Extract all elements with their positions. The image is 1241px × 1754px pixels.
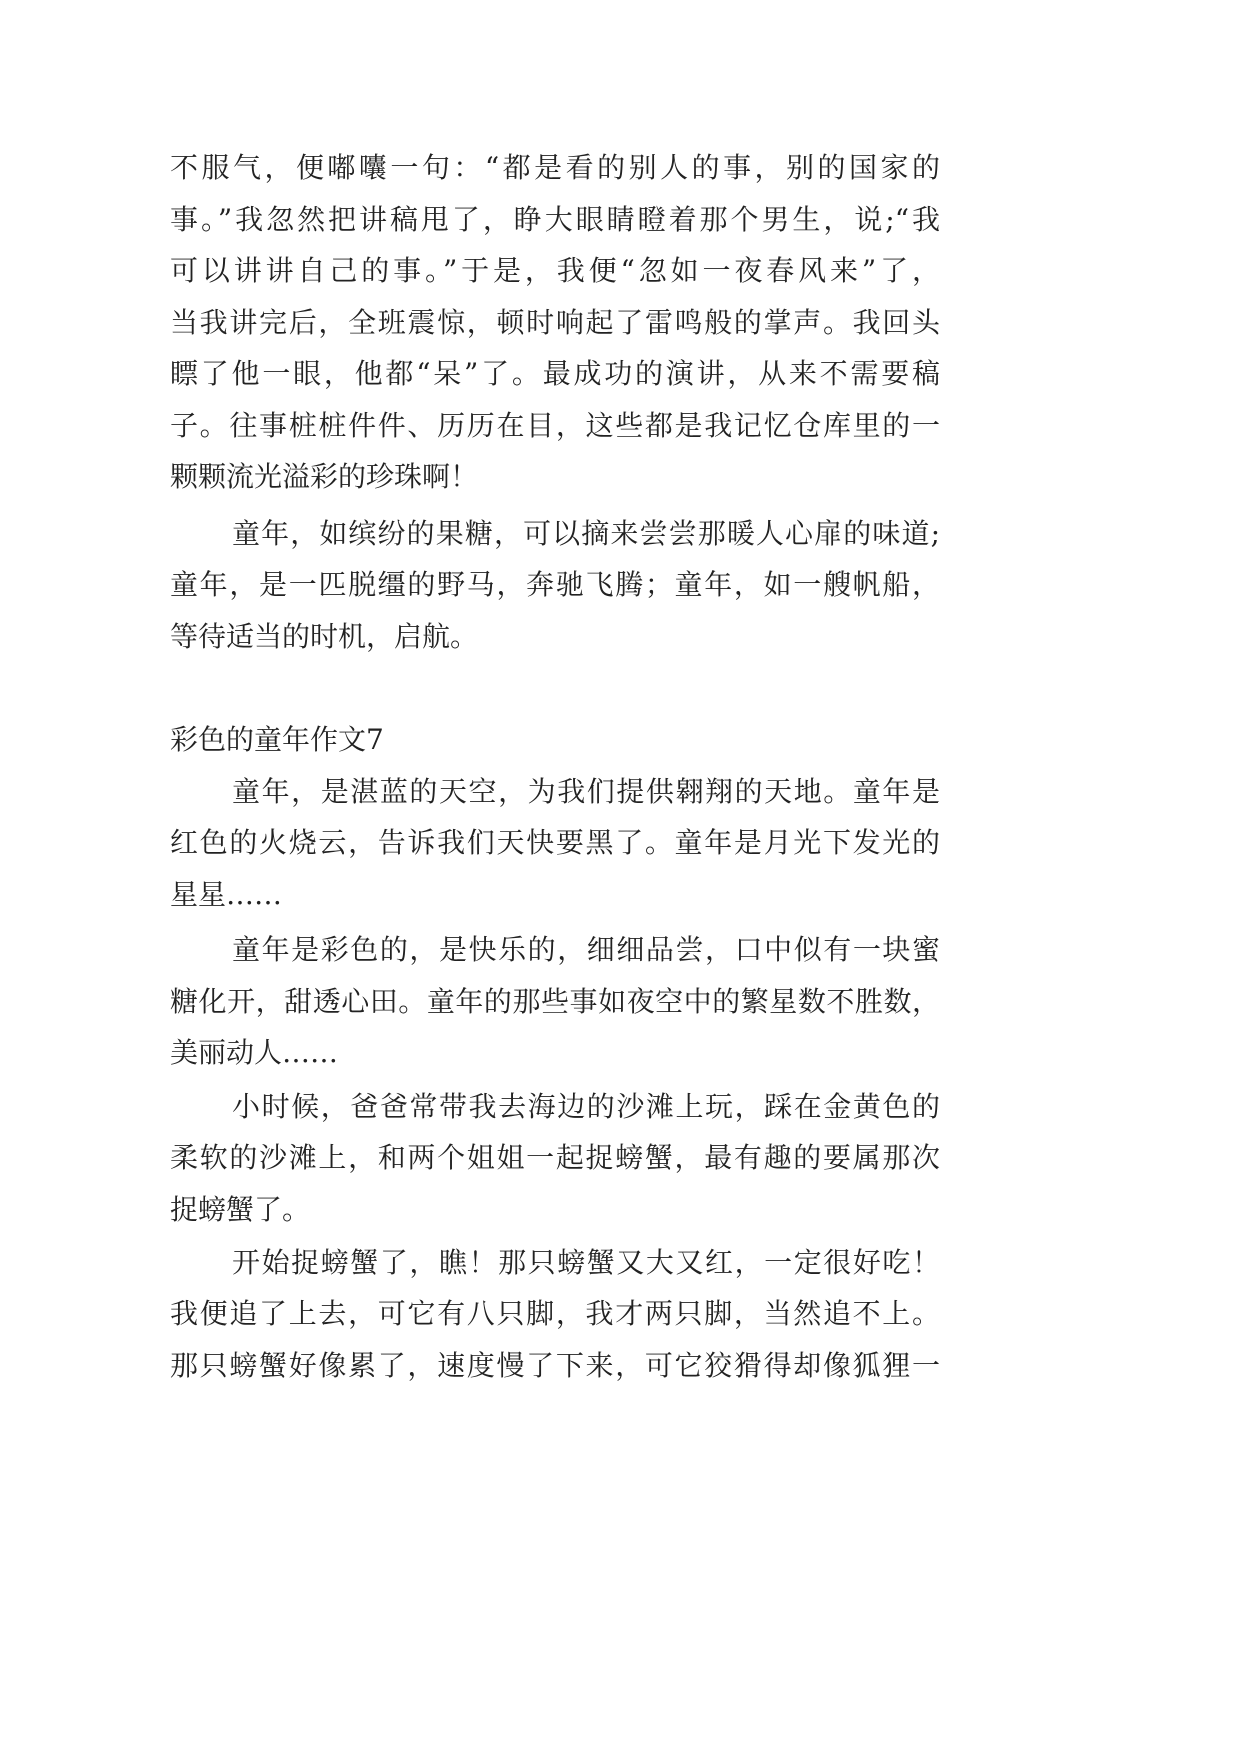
text-line: 童年，如缤纷的果糖，可以摘来尝尝那暖人心扉的味道; (232, 516, 940, 550)
section-heading-block (170, 714, 940, 766)
text-line: 我便追了上去，可它有八只脚，我才两只脚，当然追不上。 (170, 1297, 940, 1330)
paragraph (170, 508, 940, 663)
text-line: 红色的火烧云，告诉我们天快要黑了。童年是月光下发光的 (170, 826, 940, 859)
text-line: 当我讲完后，全班震惊，顿时响起了雷鸣般的掌声。我回头 (170, 305, 940, 339)
paragraph (170, 142, 940, 503)
paragraph (170, 1237, 940, 1392)
text-line: 柔软的沙滩上，和两个姐姐一起捉螃蟹，最有趣的要属那次 (170, 1141, 940, 1174)
text-line: 不服气，便嘟囔一句：“都是看的别人的事，别的国家的 (170, 151, 940, 184)
text-line: 瞟了他一眼，他都“呆”了。最成功的演讲，从来不需要稿 (170, 357, 940, 390)
paragraph (170, 924, 940, 1079)
text-line: 美丽动人…… (170, 1036, 339, 1069)
text-line: 开始捉螃蟹了，瞧！那只螃蟹又大又红，一定很好吃！ (232, 1245, 940, 1279)
section-title: 彩色的童年作文7 (170, 723, 384, 756)
paragraph (170, 1081, 940, 1236)
text-line: 等待适当的时机，启航。 (170, 619, 479, 653)
text-line: 捉螃蟹了。 (170, 1192, 311, 1226)
text-line: 可以讲讲自己的事。”于是，我便“忽如一夜春风来”了， (170, 254, 940, 287)
text-line: 童年，是一匹脱缰的野马，奔驰飞腾；童年，如一艘帆船， (170, 568, 940, 601)
text-line: 童年是彩色的，是快乐的，细细品尝，口中似有一块蜜 (232, 933, 940, 966)
text-line: 颗颗流光溢彩的珍珠啊！ (170, 460, 479, 493)
text-line: 童年，是湛蓝的天空，为我们提供翱翔的天地。童年是 (232, 774, 940, 808)
paragraph (170, 766, 940, 921)
text-line: 星星…… (170, 877, 283, 911)
text-line: 那只螃蟹好像累了，速度慢了下来，可它狡猾得却像狐狸一 (170, 1348, 940, 1382)
text-line: 事。”我忽然把讲稿甩了，睁大眼睛瞪着那个男生，说;“我 (170, 202, 940, 236)
text-line: 糖化开，甜透心田。童年的那些事如夜空中的繁星数不胜数， (170, 984, 940, 1018)
text-column (170, 142, 940, 1391)
text-line: 小时候，爸爸常带我去海边的沙滩上玩，踩在金黄色的 (232, 1089, 940, 1123)
text-line: 子。往事桩桩件件、历历在目，这些都是我记忆仓库里的一 (170, 408, 940, 442)
